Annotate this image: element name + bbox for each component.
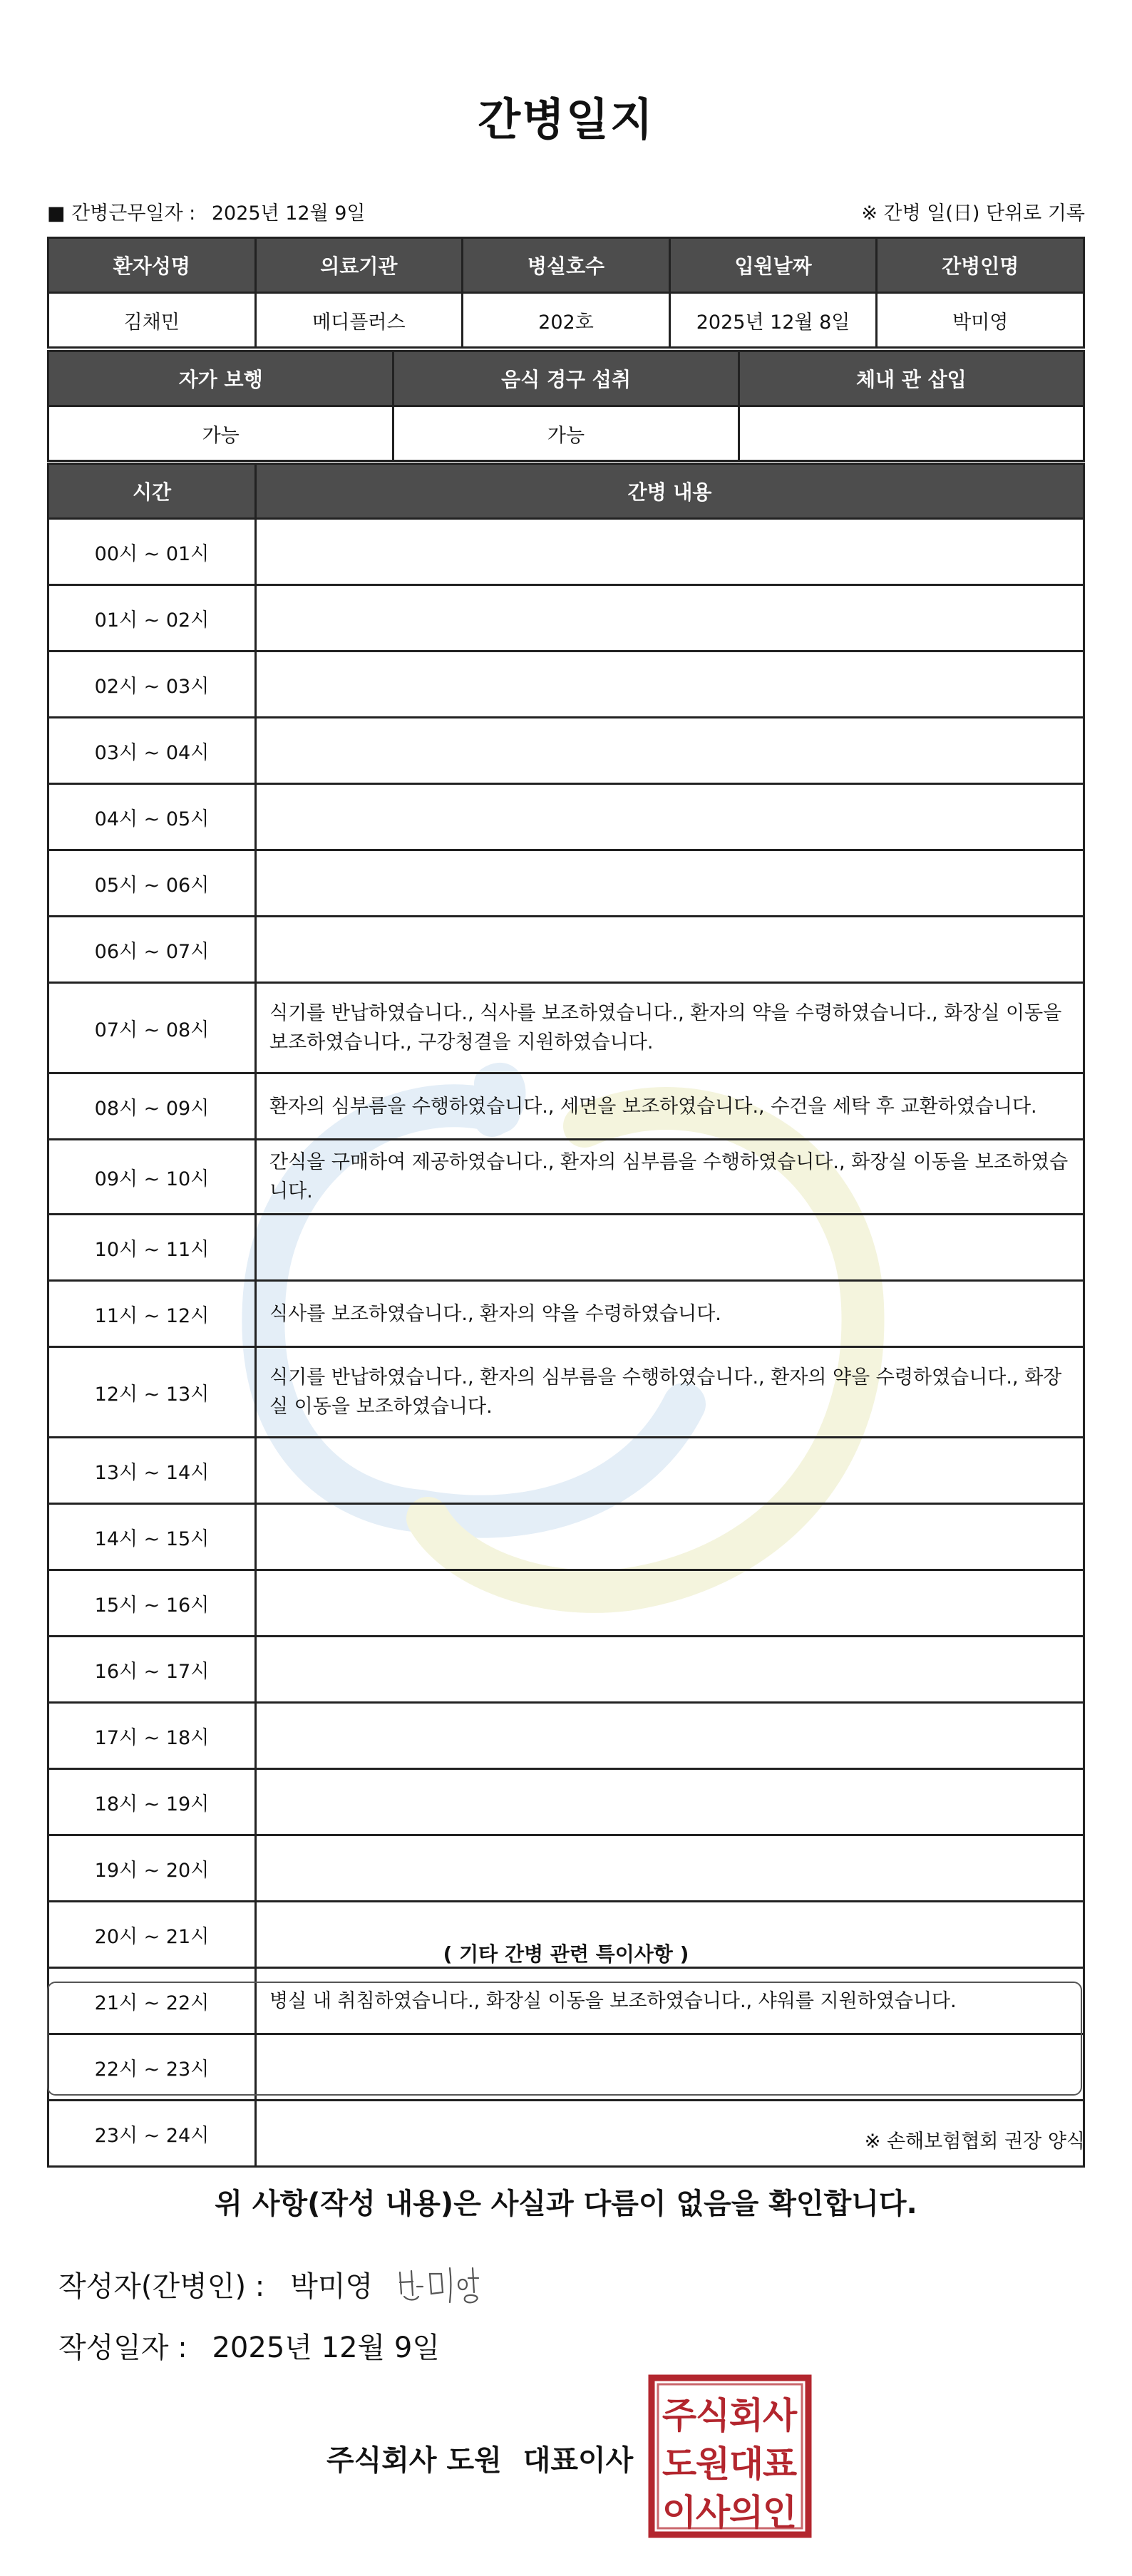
care-log-row (48, 917, 1084, 983)
seal-character: 원 (695, 2443, 731, 2485)
log-content-cell (256, 718, 1084, 784)
care-log-row (48, 1140, 1084, 1215)
work-date-value: 2025년 12월 9일 (211, 202, 366, 225)
care-log-row (48, 1215, 1084, 1281)
company-seal-stamp (647, 2374, 813, 2539)
room-number-value: 202호 (463, 293, 670, 348)
patient-info-value-row (48, 293, 1084, 348)
log-time-cell: 14시 ~ 15시 (48, 1504, 256, 1570)
log-content-cell: 식사를 보조하였습니다., 환자의 약을 수령하였습니다. (256, 1281, 1084, 1347)
care-log-row (48, 1835, 1084, 1902)
work-date-label: ■ 간병근무일자 : (47, 202, 196, 225)
log-time-cell: 06시 ~ 07시 (48, 917, 256, 983)
header-self-walking: 자가 보행 (48, 351, 393, 406)
log-time-cell: 19시 ~ 20시 (48, 1835, 256, 1902)
writer-label: 작성자(간병인) : (58, 2270, 265, 2303)
hospital-value: 메디플러스 (255, 293, 463, 348)
patient-status-value-row (48, 406, 1084, 461)
work-date-group (47, 197, 376, 225)
care-log-row (48, 1073, 1084, 1140)
log-time-cell: 18시 ~ 19시 (48, 1769, 256, 1835)
log-content-cell (256, 1215, 1084, 1281)
writer-row (58, 2258, 501, 2309)
care-log-row (48, 519, 1084, 585)
seal-character: 이 (662, 2492, 697, 2533)
log-time-cell: 23시 ~ 24시 (48, 2101, 256, 2167)
seal-character: 사 (762, 2395, 798, 2436)
care-log-row (48, 1281, 1084, 1347)
care-log-row (48, 1438, 1084, 1504)
log-content-cell: 병실 내 취침하였습니다., 화장실 이동을 보조하였습니다., 샤워를 지원하였습니다. (256, 1968, 1084, 2034)
header-oral-intake: 음식 경구 섭취 (393, 351, 739, 406)
patient-info-table (47, 237, 1085, 349)
log-time-cell: 09시 ~ 10시 (48, 1140, 256, 1215)
log-content-cell (256, 1637, 1084, 1703)
log-time-cell: 04시 ~ 05시 (48, 784, 256, 850)
care-log-row (48, 983, 1084, 1073)
log-time-cell: 22시 ~ 23시 (48, 2034, 256, 2101)
self-walking-value: 가능 (48, 406, 393, 461)
patient-status-header-row (48, 351, 1084, 406)
seal-character: 대 (729, 2443, 764, 2485)
patient-info-header-row (48, 238, 1084, 293)
care-log-row (48, 850, 1084, 917)
header-tube-insertion: 체내 관 삽입 (739, 351, 1084, 406)
log-time-cell: 07시 ~ 08시 (48, 983, 256, 1073)
log-time-cell: 12시 ~ 13시 (48, 1347, 256, 1438)
care-log-body (48, 519, 1084, 2167)
standard-form-note: ※ 손해보험협회 권장 양식 (864, 2131, 1085, 2153)
log-content-cell (256, 519, 1084, 585)
log-time-cell: 13시 ~ 14시 (48, 1438, 256, 1504)
seal-character: 회 (729, 2395, 764, 2436)
tube-insertion-value (739, 406, 1084, 461)
log-content-cell (256, 917, 1084, 983)
header-caregiver-name: 간병인명 (877, 238, 1084, 293)
confirmation-statement: 위 사항(작성 내용)은 사실과 다름이 없음을 확인합니다. (215, 2188, 917, 2220)
log-time-cell: 03시 ~ 04시 (48, 718, 256, 784)
log-time-cell: 10시 ~ 11시 (48, 1215, 256, 1281)
page-title: 간병일지 (478, 93, 654, 145)
care-log-row (48, 1769, 1084, 1835)
care-log-row (48, 1703, 1084, 1769)
log-content-cell (256, 1570, 1084, 1637)
log-content-cell (256, 585, 1084, 651)
care-log-row (48, 1504, 1084, 1570)
log-time-cell: 00시 ~ 01시 (48, 519, 256, 585)
writer-name: 박미영 (290, 2270, 374, 2303)
log-time-cell: 15시 ~ 16시 (48, 1570, 256, 1637)
seal-character: 식 (695, 2395, 731, 2436)
header-admission-date: 입원날짜 (669, 238, 877, 293)
log-content-cell: 식기를 반납하였습니다., 환자의 심부름을 수행하였습니다., 환자의 약을 수령하였습니다., 화장실 이동을 보조하였습니다. (256, 1347, 1084, 1438)
seal-character: 인 (762, 2492, 798, 2533)
notes-title: ( 기타 간병 관련 특이사항 ) (443, 1942, 689, 1966)
log-time-cell: 05시 ~ 06시 (48, 850, 256, 917)
notes-box (47, 1982, 1082, 2096)
company-title: 대표이사 (523, 2444, 634, 2477)
seal-character: 도 (662, 2443, 697, 2485)
header-patient-name: 환자성명 (48, 238, 256, 293)
patient-name-value: 김채민 (48, 293, 256, 348)
care-log-row (48, 1570, 1084, 1637)
seal-character: 의 (729, 2492, 764, 2533)
seal-character: 주 (662, 2395, 697, 2436)
log-content-cell (256, 1703, 1084, 1769)
care-log-row (48, 1347, 1084, 1438)
header-room-number: 병실호수 (463, 238, 670, 293)
log-content-cell (256, 1438, 1084, 1504)
header-hospital: 의료기관 (255, 238, 463, 293)
written-date-row (58, 2325, 440, 2366)
log-time-cell: 08시 ~ 09시 (48, 1073, 256, 1140)
log-time-cell: 16시 ~ 17시 (48, 1637, 256, 1703)
seal-character: 사 (695, 2492, 731, 2533)
patient-status-table (47, 350, 1085, 462)
company-name: 주식회사 도원 (326, 2444, 502, 2477)
care-log-table (47, 463, 1085, 2168)
admission-date-value: 2025년 12월 8일 (669, 293, 877, 348)
log-time-cell: 11시 ~ 12시 (48, 1281, 256, 1347)
log-content-cell: 간식을 구매하여 제공하였습니다., 환자의 심부름을 수행하였습니다., 화장실 이동을 보조하였습니다. (256, 1140, 1084, 1215)
log-content-cell: 환자의 심부름을 수행하였습니다., 세면을 보조하였습니다., 수건을 세탁 후 교환하였습니다. (256, 1073, 1084, 1140)
care-log-row (48, 784, 1084, 850)
log-content-cell (256, 1504, 1084, 1570)
meta-row (47, 197, 1085, 225)
care-log-row (48, 585, 1084, 651)
header-care-content: 간병 내용 (256, 464, 1084, 519)
handwritten-signature (394, 2258, 501, 2309)
log-content-cell (256, 850, 1084, 917)
log-time-cell: 01시 ~ 02시 (48, 585, 256, 651)
written-date-label: 작성일자 : (58, 2332, 187, 2364)
log-content-cell (256, 1769, 1084, 1835)
log-content-cell (256, 1835, 1084, 1902)
company-signature-line (326, 2438, 633, 2478)
log-content-cell: 식기를 반납하였습니다., 식사를 보조하였습니다., 환자의 약을 수령하였습니다., 화장실 이동을 보조하였습니다., 구강청결을 지원하였습니다. (256, 983, 1084, 1073)
care-log-row (48, 651, 1084, 718)
record-unit-note: ※ 간병 일(日) 단위로 기록 (861, 202, 1085, 225)
care-log-header-row (48, 464, 1084, 519)
log-time-cell: 21시 ~ 22시 (48, 1968, 256, 2034)
care-log-row (48, 1637, 1084, 1703)
log-time-cell: 02시 ~ 03시 (48, 651, 256, 718)
log-content-cell (256, 784, 1084, 850)
header-time: 시간 (48, 464, 256, 519)
written-date-value: 2025년 12월 9일 (212, 2332, 440, 2364)
log-content-cell (256, 651, 1084, 718)
log-time-cell: 17시 ~ 18시 (48, 1703, 256, 1769)
care-log-row (48, 718, 1084, 784)
seal-character: 표 (762, 2443, 798, 2485)
oral-intake-value: 가능 (393, 406, 739, 461)
log-time-cell: 20시 ~ 21시 (48, 1902, 256, 1968)
caregiver-name-value: 박미영 (877, 293, 1084, 348)
